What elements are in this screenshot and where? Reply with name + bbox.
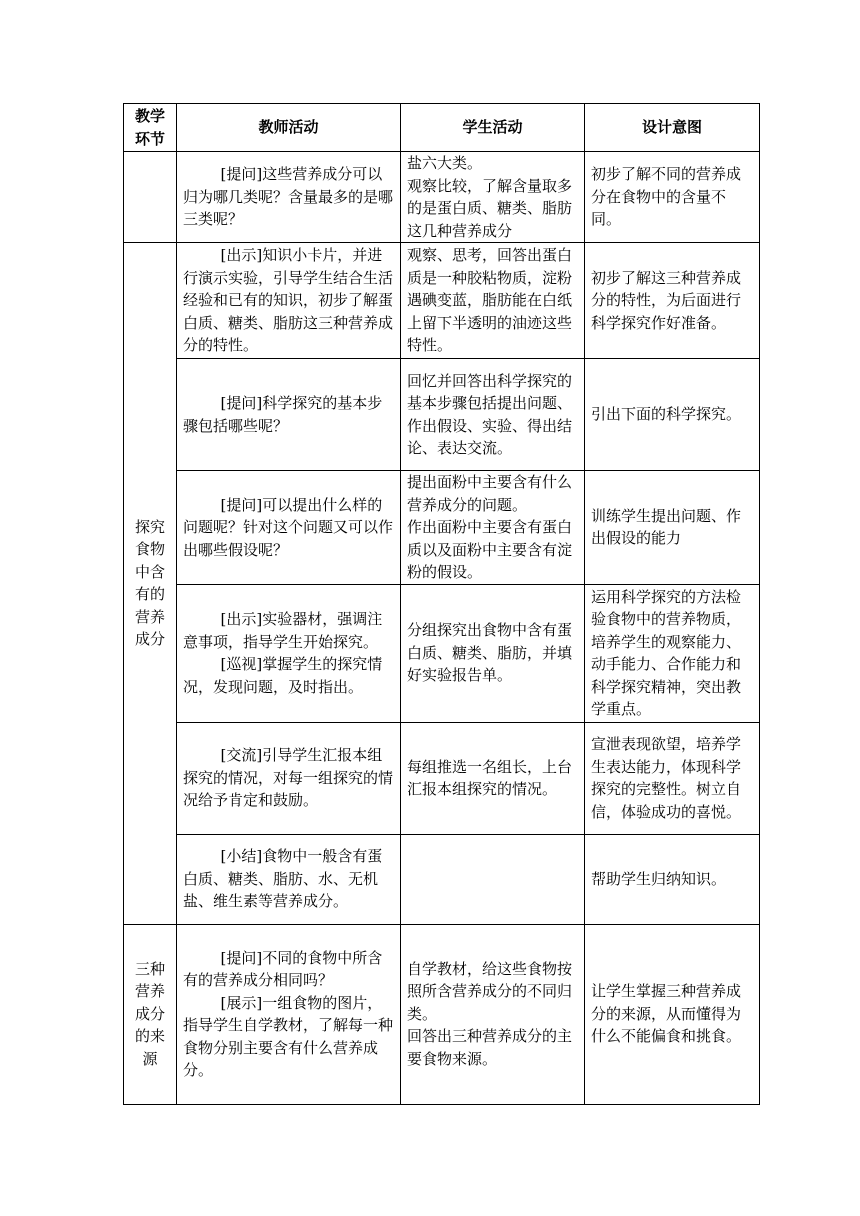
student-activity-text: 自学教材，给这些食物按照所含营养成分的不同归类。	[407, 959, 573, 1023]
student-activity-cell	[401, 924, 585, 1104]
teacher-activity-text: [提问]科学探究的基本步骤包括哪些呢？	[183, 394, 383, 435]
student-activity-cell	[401, 722, 585, 834]
student-activity-text: 回忆并回答出科学探究的基本步骤包括提出问题、作出假设、实验、得出结论、表达交流。	[407, 371, 573, 457]
stage-cell: 三种营养成分的来源	[124, 924, 177, 1104]
teacher-activity-cell	[177, 243, 401, 359]
design-intent-cell: 训练学生提出问题、作出假设的能力	[585, 471, 760, 585]
design-intent-cell: 帮助学生归纳知识。	[585, 834, 760, 924]
teacher-activity-text: [提问]这些营养成分可以归为哪几类呢？含量最多的是哪三类呢？	[183, 165, 394, 229]
teacher-activity-cell	[177, 834, 401, 924]
teacher-activity-text: [小结]食物中一般含有蛋白质、糖类、脂肪、水、无机盐、维生素等营养成分。	[183, 847, 383, 911]
design-intent-cell: 让学生掌握三种营养成分的来源，从而懂得为什么不能偏食和挑食。	[585, 924, 760, 1104]
header-student-activity: 学生活动	[401, 104, 585, 152]
student-activity-text: 每组推选一名组长，上台汇报本组探究的情况。	[407, 757, 573, 798]
header-teacher-activity: 教师活动	[177, 104, 401, 152]
teacher-activity-text: [交流]引导学生汇报本组探究的情况，对每一组探究的情况给予肯定和鼓励。	[183, 746, 394, 810]
lesson-plan-table	[123, 103, 760, 1105]
student-activity-text: 观察、思考，回答出蛋白质是一种胶粘物质，淀粉遇碘变蓝，脂肪能在白纸上留下半透明的油迹这些特性。	[407, 246, 573, 355]
student-activity-cell	[401, 834, 585, 924]
student-activity-text: 盐六大类。	[407, 154, 483, 172]
teacher-activity-text: [展示]一组食物的图片，指导学生自学教材，了解每一种食物分别主要含有什么营养成分。	[183, 993, 394, 1079]
stage-cell: 探究食物中含有的营养成分	[124, 243, 177, 925]
table-row	[124, 243, 760, 359]
design-intent-cell: 初步了解这三种营养成分的特性，为后面进行科学探究作好准备。	[585, 243, 760, 359]
teacher-activity-text: [提问]可以提出什么样的问题呢？针对这个问题又可以作出哪些假设呢？	[183, 495, 394, 559]
table-row	[124, 834, 760, 924]
student-activity-cell	[401, 152, 585, 243]
header-stage: 教学环节	[124, 104, 177, 152]
student-activity-text: 作出面粉中主要含有蛋白质以及面粉中主要含有淀粉的假设。	[407, 518, 573, 581]
header-design-intent: 设计意图	[585, 104, 760, 152]
table-row	[124, 152, 760, 243]
teacher-activity-cell	[177, 152, 401, 243]
teacher-activity-cell	[177, 471, 401, 585]
table-row	[124, 359, 760, 471]
student-activity-cell	[401, 471, 585, 585]
student-activity-text: 回答出三种营养成分的主要食物来源。	[407, 1027, 573, 1068]
table-row	[124, 924, 760, 1104]
design-intent-cell: 初步了解不同的营养成分在食物中的含量不同。	[585, 152, 760, 243]
design-intent-cell: 运用科学探究的方法检验食物中的营养物质，培养学生的观察能力、动手能力、合作能力和科学探究精神，突出教学重点。	[585, 584, 760, 722]
student-activity-text: 观察比较，了解含量取多的是蛋白质、糖类、脂肪这几种营养成分	[407, 176, 573, 240]
stage-cell	[124, 152, 177, 243]
teacher-activity-cell	[177, 359, 401, 471]
table-row	[124, 722, 760, 834]
teacher-activity-text: [出示]实验器材，强调注意事项，指导学生开始探究。	[183, 610, 383, 651]
design-intent-cell: 宣泄表现欲望，培养学生表达能力，体现科学探究的完整性。树立自信，体验成功的喜悦。	[585, 722, 760, 834]
student-activity-text: 提出面粉中主要含有什么营养成分的问题。	[407, 473, 573, 514]
teacher-activity-text: [巡视]掌握学生的探究情况，发现问题，及时指出。	[183, 655, 383, 696]
teacher-activity-cell	[177, 584, 401, 722]
table-row	[124, 471, 760, 585]
table-body	[124, 152, 760, 1105]
table-row	[124, 584, 760, 722]
student-activity-text: 分组探究出食物中含有蛋白质、糖类、脂肪，并填好实验报告单。	[407, 621, 573, 685]
teacher-activity-cell	[177, 722, 401, 834]
student-activity-cell	[401, 584, 585, 722]
student-activity-cell	[401, 243, 585, 359]
teacher-activity-cell	[177, 924, 401, 1104]
teacher-activity-text: [出示]知识小卡片，并进行演示实验，引导学生结合生活经验和已有的知识，初步了解蛋白质、糖类、脂肪这三种营养成分的特性。	[183, 246, 394, 355]
student-activity-cell	[401, 359, 585, 471]
teacher-activity-text: [提问]不同的食物中所含有的营养成分相同吗？	[183, 948, 383, 989]
design-intent-cell: 引出下面的科学探究。	[585, 359, 760, 471]
header-row	[124, 104, 760, 152]
